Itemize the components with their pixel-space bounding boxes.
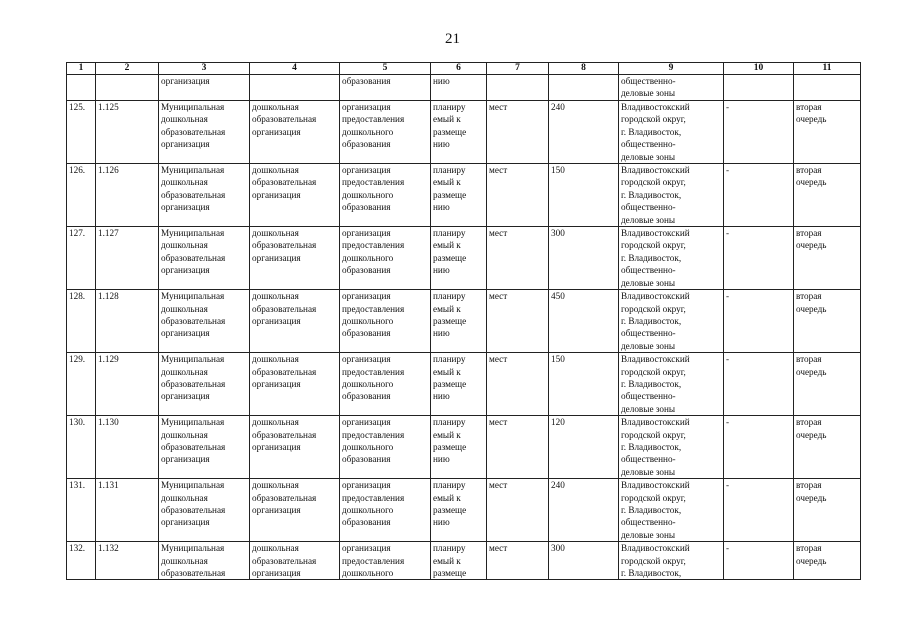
zone-cell: - [724,164,794,227]
capacity-value-cell: 240 [549,479,619,542]
column-header: 10 [724,63,794,75]
column-header: 8 [549,63,619,75]
column-header: 2 [96,63,159,75]
row-number-cell: 132. [67,542,96,580]
zone-cell: - [724,227,794,290]
column-header: 7 [487,63,549,75]
table-cell [250,75,340,101]
object-name-cell: дошкольная образовательная организация [250,164,340,227]
stage-cell: вторая очередь [794,227,861,290]
location-cell: Владивостокский городской округ, г. Владивосток, общественно- деловые зоны [619,164,724,227]
object-purpose-cell: организация предоставления дошкольного образования [340,353,431,416]
unit-cell: мест [487,542,549,580]
capacity-value-cell: 120 [549,416,619,479]
column-header: 9 [619,63,724,75]
row-code-cell: 1.132 [96,542,159,580]
column-header: 4 [250,63,340,75]
object-status-cell: планиру емый к размеще нию [431,227,487,290]
object-purpose-cell: организация предоставления дошкольного [340,542,431,580]
capacity-value-cell: 300 [549,542,619,580]
row-code-cell: 1.129 [96,353,159,416]
object-name-cell: дошкольная образовательная организация [250,101,340,164]
capacity-value-cell: 450 [549,290,619,353]
object-name-cell: дошкольная образовательная организация [250,290,340,353]
object-type-cell: Муниципальная дошкольная образовательная [159,542,250,580]
row-number-cell: 125. [67,101,96,164]
row-code-cell: 1.126 [96,164,159,227]
row-code-cell: 1.130 [96,416,159,479]
continuation-row [67,75,861,101]
object-purpose-cell: организация предоставления дошкольного образования [340,227,431,290]
row-number-cell: 128. [67,290,96,353]
object-purpose-cell: организация предоставления дошкольного образования [340,416,431,479]
unit-cell: мест [487,227,549,290]
row-code-cell: 1.131 [96,479,159,542]
location-cell: Владивостокский городской округ, г. Владивосток, общественно- деловые зоны [619,416,724,479]
column-header: 6 [431,63,487,75]
unit-cell: мест [487,164,549,227]
object-type-cell: Муниципальная дошкольная образовательная организация [159,290,250,353]
table-cell: образования [340,75,431,101]
table-cell [67,75,96,101]
unit-cell: мест [487,101,549,164]
location-cell: Владивостокский городской округ, г. Владивосток, общественно- деловые зоны [619,479,724,542]
object-status-cell: планиру емый к размеще нию [431,101,487,164]
object-status-cell: планиру емый к размеще нию [431,416,487,479]
table-header-row [67,63,861,75]
object-type-cell: Муниципальная дошкольная образовательная организация [159,101,250,164]
object-name-cell: дошкольная образовательная организация [250,353,340,416]
object-name-cell: дошкольная образовательная организация [250,416,340,479]
page-number: 21 [445,31,460,47]
stage-cell: вторая очередь [794,164,861,227]
table-cell: нию [431,75,487,101]
zone-cell: - [724,101,794,164]
row-number-cell: 129. [67,353,96,416]
object-purpose-cell: организация предоставления дошкольного образования [340,479,431,542]
object-purpose-cell: организация предоставления дошкольного образования [340,101,431,164]
object-status-cell: планиру емый к размеще нию [431,353,487,416]
column-header: 11 [794,63,861,75]
row-number-cell: 127. [67,227,96,290]
table-cell: общественно- деловые зоны [619,75,724,101]
column-header: 3 [159,63,250,75]
row-number-cell: 126. [67,164,96,227]
table-row [67,164,861,227]
object-type-cell: Муниципальная дошкольная образовательная организация [159,479,250,542]
table-cell: организация [159,75,250,101]
location-cell: Владивостокский городской округ, г. Владивосток, общественно- деловые зоны [619,101,724,164]
object-type-cell: Муниципальная дошкольная образовательная организация [159,227,250,290]
capacity-value-cell: 150 [549,164,619,227]
zone-cell: - [724,416,794,479]
stage-cell: вторая очередь [794,353,861,416]
row-code-cell: 1.125 [96,101,159,164]
object-purpose-cell: организация предоставления дошкольного образования [340,290,431,353]
column-header: 5 [340,63,431,75]
table-cell [794,75,861,101]
table-row [67,479,861,542]
table-row [67,101,861,164]
unit-cell: мест [487,353,549,416]
object-name-cell: дошкольная образовательная организация [250,542,340,580]
location-cell: Владивостокский городской округ, г. Владивосток, [619,542,724,580]
stage-cell: вторая очередь [794,416,861,479]
table-row [67,227,861,290]
stage-cell: вторая очередь [794,290,861,353]
object-status-cell: планиру емый к размеще нию [431,164,487,227]
location-cell: Владивостокский городской округ, г. Владивосток, общественно- деловые зоны [619,353,724,416]
table-row [67,416,861,479]
object-type-cell: Муниципальная дошкольная образовательная организация [159,353,250,416]
table-row [67,290,861,353]
object-name-cell: дошкольная образовательная организация [250,479,340,542]
zone-cell: - [724,353,794,416]
object-status-cell: планиру емый к размеще нию [431,290,487,353]
stage-cell: вторая очередь [794,479,861,542]
table-row [67,542,861,580]
zone-cell: - [724,542,794,580]
zone-cell: - [724,290,794,353]
row-number-cell: 130. [67,416,96,479]
table-row [67,353,861,416]
objects-table [66,62,861,580]
unit-cell: мест [487,416,549,479]
table-cell [724,75,794,101]
capacity-value-cell: 240 [549,101,619,164]
table-cell [487,75,549,101]
row-code-cell: 1.128 [96,290,159,353]
location-cell: Владивостокский городской округ, г. Владивосток, общественно- деловые зоны [619,227,724,290]
zone-cell: - [724,479,794,542]
object-status-cell: планиру емый к размеще нию [431,479,487,542]
object-type-cell: Муниципальная дошкольная образовательная организация [159,164,250,227]
row-code-cell: 1.127 [96,227,159,290]
object-name-cell: дошкольная образовательная организация [250,227,340,290]
location-cell: Владивостокский городской округ, г. Владивосток, общественно- деловые зоны [619,290,724,353]
table-cell [96,75,159,101]
row-number-cell: 131. [67,479,96,542]
object-purpose-cell: организация предоставления дошкольного образования [340,164,431,227]
capacity-value-cell: 150 [549,353,619,416]
unit-cell: мест [487,290,549,353]
stage-cell: вторая очередь [794,101,861,164]
unit-cell: мест [487,479,549,542]
table-cell [549,75,619,101]
stage-cell: вторая очередь [794,542,861,580]
object-status-cell: планиру емый к размеще [431,542,487,580]
object-type-cell: Муниципальная дошкольная образовательная организация [159,416,250,479]
capacity-value-cell: 300 [549,227,619,290]
column-header: 1 [67,63,96,75]
